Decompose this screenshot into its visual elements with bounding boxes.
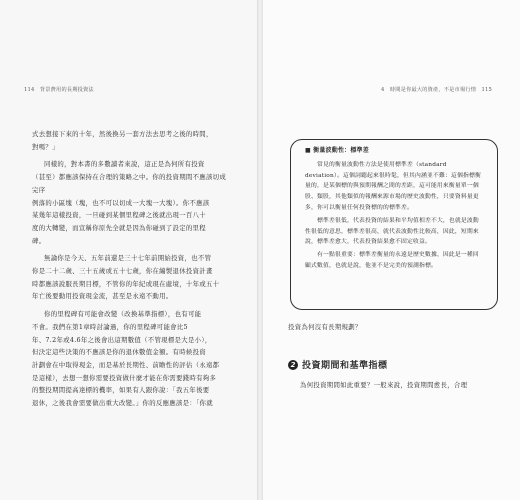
closing-question: 投資為何沒有長期規劃？ (288, 323, 362, 331)
section-body-first-line: 為何投資期間如此重要？一般來說，投資期間愈長，合理 (300, 381, 468, 389)
body-text-line: 計劃會在中取得現金，而是基於長期性、前瞻性的評估（永遠都 (32, 360, 220, 369)
body-text-line: 例落的小區塊（塊，也不可以切成一大塊一大塊）。你不應該 (32, 198, 210, 207)
sidebar-title: ■ 衡量波動性：標準差 (305, 147, 369, 154)
body-text-line: 是這樣），去想一想你需要投資做什麼才能在你需要錢時有夠多 (32, 373, 217, 382)
body-text-line: 對嗎？」 (32, 142, 59, 151)
body-text-line: 度的大轉變，而宣稱你原先全就是因為你碰到了設定的里程 (32, 223, 206, 232)
body-text-line: 退休，之後我會需要做出重大改變。」你的反應應該是：「你就 (32, 399, 213, 408)
body-text-line: 式去想接下來的十年，然後換另一套方法去思考之後的時間， (32, 130, 213, 138)
body-text-line: 年、7.2年或4.6年之後會出這期數值（不管現標是大是小）， (32, 335, 212, 344)
sidebar-paragraph: 常見的衡量波動性方法是使用標準差（standard deviation）。這個詞聽起來很時髦，但其內涵並不難：這個指標衡量的，是某個標的與預期報酬之間的差距，這可能用來衡量單一個股、類股，其他類似的報酬來源市場的歷史波動性，只要資料量更多，你可以衡量任何投資標的的標準差。 (305, 161, 481, 211)
body-text-line: 同樣的，對本書的多數讀者來說，這正是為何所有投資 (44, 160, 205, 169)
body-text-line: 你的里程碑有可能會改變（改換基準指標），也有可能 (44, 310, 202, 319)
section-heading-text: 投資期間和基準指標 (302, 361, 388, 371)
section-number-icon: 2 (288, 360, 298, 370)
body-text-line: 碑。 (32, 236, 46, 245)
sidebar-paragraph: 標準差很低，代表投資的結果和平均值相差不大，也就是波動性很低的意思，標準差很高，就代表波動性比較高，因此，短期來說，標準差愈大，代表投資結果愈不固定收益。 (305, 217, 479, 246)
left-running-head: 114 背景費用的長期投資法 (24, 87, 94, 93)
left-body-text (32, 128, 230, 410)
body-text-line: （甚至）都應該保持在合理的策略之中。你的投資期間不應該切成完序 (32, 173, 227, 194)
body-text-line: 你是二十二歲、三十五歲或五十七歲，你在編製退休投資計畫 (32, 267, 213, 276)
body-text-line: 的整投期間提高達標的機率，如果有人跟你說：「我五年後要 (32, 386, 210, 395)
book-gutter (257, 0, 263, 500)
standard-deviation-sidebar (290, 139, 498, 310)
body-text-line: 不會。我們在第1章時討論過，你的里程碑可能會比5 (32, 322, 188, 331)
right-running-head: 4 時間是你最大的資產，不是市場行情 115 (381, 87, 492, 93)
body-text-line: 無論你是今天、五年前還是三十七年前開始投資，也不管 (44, 254, 212, 263)
section-heading (288, 358, 388, 371)
body-text-line: 時都應該說服長期目標，不管你的年紀或現在處境，十年或五十 (32, 279, 220, 288)
body-text-line: 某幾年這樣投資，一旦碰到某個里程碑之後就出現一百八十 (32, 211, 206, 220)
sidebar-paragraph: 有一點很重要：標準差衡量的永遠是歷史數據，因此是一種回顧式數值，也就是說，他並不是完美的預測指標。 (305, 252, 479, 269)
body-text-line: 但決定這些決策的不應該是你的退休數值金額。有時候投資 (32, 348, 206, 357)
body-text-line: 年亡後要動用投資現金流，甚至是永遠不動用。 (32, 292, 173, 301)
